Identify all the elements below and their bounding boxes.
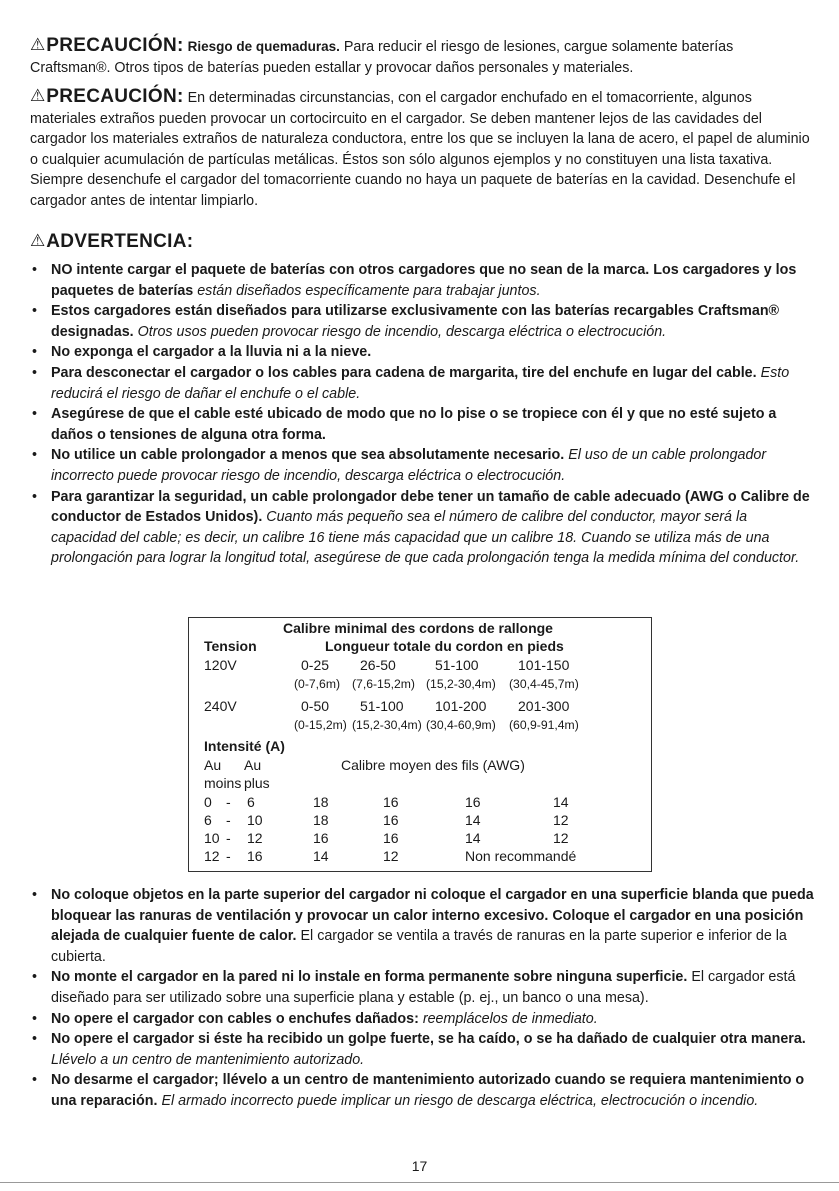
table-cell: (7,6-15,2m) [352,677,415,691]
bullet-dot: • [32,488,38,505]
table-cell: 14 [465,812,481,828]
bullet-dot: • [32,1072,38,1089]
amp-to: 16 [247,848,263,864]
bottom-rule [0,1182,839,1183]
au-label: Au [204,757,222,773]
list-item [30,404,815,445]
amp-from: 10 [204,830,220,846]
table-cell: 16 [383,830,399,846]
table-cell: 101-200 [435,698,487,714]
amp-dash: - [226,794,231,810]
list-item-italic: Otros usos pueden provocar riesgo de incendio, descarga eléctrica o electrocución. [137,323,667,340]
table-cell: (15,2-30,4m) [352,718,422,732]
warning-triangle-icon: ⚠ [30,35,46,54]
list-item [30,1009,815,1030]
table-cell: (60,9-91,4m) [509,718,579,732]
list-item-bold: Estos cargadores están diseñados para utilizarse exclusivamente con las baterías recargables Craftsman® designadas. [51,303,780,340]
list-item-bold: No opere el cargador si éste ha recibido un golpe fuerte, se ha caído, o se ha dañado de cualquier otra manera. [51,1031,806,1048]
table-cell: (30,4-60,9m) [426,718,496,732]
warning-triangle-icon: ⚠ [30,86,46,105]
table-cell: 26-50 [360,657,396,673]
table-cell: 12 [383,848,399,864]
amp-from: 0 [204,794,212,810]
list-item-italic: El armado incorrecto puede implicar un riesgo de descarga eléctrica, electrocución o incendio. [161,1092,759,1109]
list-item [30,967,815,1008]
table-cell: 0-50 [301,698,330,714]
amp-to: 10 [247,812,263,828]
list-item-bold: No opere el cargador con cables o enchufes dañados: [51,1010,419,1027]
bullet-dot: • [32,1031,38,1048]
list-item-bold: Para desconectar el cargador o los cables para cadena de margarita, tire del enchufe en lugar del cable. [51,364,757,381]
amp-to: 12 [247,830,263,846]
list-item-bold: Para garantizar la seguridad, un cable prolongador debe tener un tamaño de cable adecuado (AWG o Calibre de conductor de Estados Unidos). [51,488,810,526]
table-cell: 16 [465,794,481,810]
amp-dash: - [226,812,231,828]
list-item-italic: Cuanto más pequeño sea el número de calibre del conductor, mayor será la capacidad del cable; es decir, un calibre 16 tiene más capacidad que un calibre 18. Cuando se utiliza más de una prolongación para lograr la longitud total, asegúrese de que cada prolongación tenga la medida mínima del conductor. [51,509,800,567]
table-cell: 14 [553,794,569,810]
list-item-bold: No exponga el cargador a la lluvia ni a la nieve. [51,344,372,361]
caution-text: En determinadas circunstancias, con el cargador enchufado en el tomacorriente, algunos materiales extraños pueden provocar un cortocircuito en el cargador. Se deben mantener lejos de las cavidades del cargador los materiales extraños de naturaleza conductora, entre los que se incluyen la lana de acero, el papel de aluminio o cualquier acumulación de partículas metálicas. Éstos son sólo algunos ejemplos y no constituyen una lista taxativa. Siempre desenchufe el cargador del tomacorriente cuando no haya un paquete de baterías en la cavidad. Desenchufe el cargador antes de intentar limpiarlo. [30,90,810,209]
list-item-bold: NO intente cargar el paquete de baterías con otros cargadores que no sean de la marca. Los cargadores y los paquetes de baterías [51,262,797,299]
extension-cord-gauge-table [188,617,652,872]
table-cell: 16 [383,794,399,810]
length-label: Longueur totale du cordon en pieds [325,638,564,654]
amp-dash: - [226,848,231,864]
bullet-dot: • [32,1010,38,1027]
amp-to: 6 [247,794,255,810]
table-cell: 16 [383,812,399,828]
moins-label: moins [204,775,242,791]
table-cell: 51-100 [360,698,404,714]
list-item-normal: El cargador se ventila a través de ranuras en la parte superior e inferior de la cubierta. [51,928,787,965]
table-cell: 12 [553,830,569,846]
bullet-dot: • [32,887,38,903]
caution-short-circuit-paragraph [30,87,815,212]
table-cell: 201-300 [518,698,570,714]
table-cell: 16 [313,830,329,846]
bullet-dot: • [32,447,38,464]
warning-triangle-icon: ⚠ [30,231,46,250]
table-cell: 18 [313,794,329,810]
bullet-dot: • [32,969,38,986]
list-item [30,487,815,569]
list-item [30,885,815,967]
plus-label: plus [244,775,270,791]
list-item [30,301,815,342]
list-item [30,363,815,404]
list-item-bold: No desarme el cargador; llévelo a un centro de mantenimiento autorizado cuando se requiera mantenimiento o una reparación. [51,1072,805,1109]
page-number: 17 [411,1158,428,1174]
voltage-120: 120V [204,657,237,673]
amp-from: 12 [204,848,220,864]
table-cell: 14 [465,830,481,846]
table-cell: (0-15,2m) [294,718,347,732]
list-item [30,445,815,486]
table-cell: (15,2-30,4m) [426,677,496,691]
table-cell: 18 [313,812,329,828]
list-item-italic: Esto reducirá el riesgo de dañar el enchufe o el cable. [51,364,790,402]
bullet-dot: • [32,303,38,320]
list-item-italic: reemplácelos de inmediato. [422,1010,598,1027]
table-cell: 0-25 [301,657,330,673]
table-cell: 12 [553,812,569,828]
warning-heading: ADVERTENCIA: [46,231,194,252]
caution-heading: PRECAUCIÓN: [46,35,184,56]
amp-from: 6 [204,812,212,828]
caution-subheading: Riesgo de quemaduras. [187,39,340,54]
warning-list-1 [30,260,815,569]
intensite-label: Intensité (A) [204,738,285,754]
list-item [30,1029,815,1070]
table-cell: 14 [313,848,329,864]
list-item-bold: No monte el cargador en la pared ni lo instale en forma permanente sobre ninguna superficie. [51,969,688,986]
table-cell: (0-7,6m) [294,677,341,691]
bullet-dot: • [32,364,38,381]
table-title: Calibre minimal des cordons de rallonge [283,620,553,636]
table-cell: 101-150 [518,657,570,673]
bullet-dot: • [32,406,38,423]
warning-list-2 [30,885,815,1112]
caution-burn-paragraph [30,36,815,78]
list-item-italic: Llévelo a un centro de mantenimiento autorizado. [51,1051,365,1068]
tension-label: Tension [204,638,257,654]
bullet-dot: • [32,344,38,361]
table-cell: 51-100 [435,657,479,673]
list-item [30,1070,815,1111]
caution-text: Para reducir el riesgo de lesiones, cargue solamente baterías Craftsman®. Otros tipos de baterías pueden estallar y provocar daños personales y materiales. [30,39,734,76]
list-item-bold: No coloque objetos en la parte superior del cargador ni coloque el cargador en una superficie blanda que pueda bloquear las ranuras de ventilación y provocar un calor interno excesivo. Coloque el cargador en una posición alejada de cualquier fuente de calor. [51,887,814,945]
list-item-bold: No utilice un cable prolongador a menos que sea absolutamente necesario. [51,447,565,464]
list-item-italic: están diseñados específicamente para trabajar juntos. [197,282,541,299]
table-cell: (30,4-45,7m) [509,677,579,691]
list-item-bold: Asegúrese de que el cable esté ubicado de modo que no lo pise o se tropiece con él y que no esté sujeto a daños o tensiones de alguna otra forma. [51,406,777,443]
list-item-normal: El cargador está diseñado para ser utilizado sobre una superficie plana y estable (p. ej., un banco o una mesa). [51,969,796,1006]
au-label: Au [244,757,262,773]
warning-heading-row [30,232,815,254]
list-item [30,342,815,363]
bullet-dot: • [32,262,38,278]
awg-label: Calibre moyen des fils (AWG) [341,757,525,773]
table-cell: Non recommandé [465,848,577,864]
voltage-240: 240V [204,698,237,714]
list-item-italic: El uso de un cable prolongador incorrecto puede provocar riesgo de incendio, descarga eléctrica o electrocución. [51,447,767,484]
caution-heading: PRECAUCIÓN: [46,86,184,107]
amp-dash: - [226,830,231,846]
list-item [30,260,815,301]
